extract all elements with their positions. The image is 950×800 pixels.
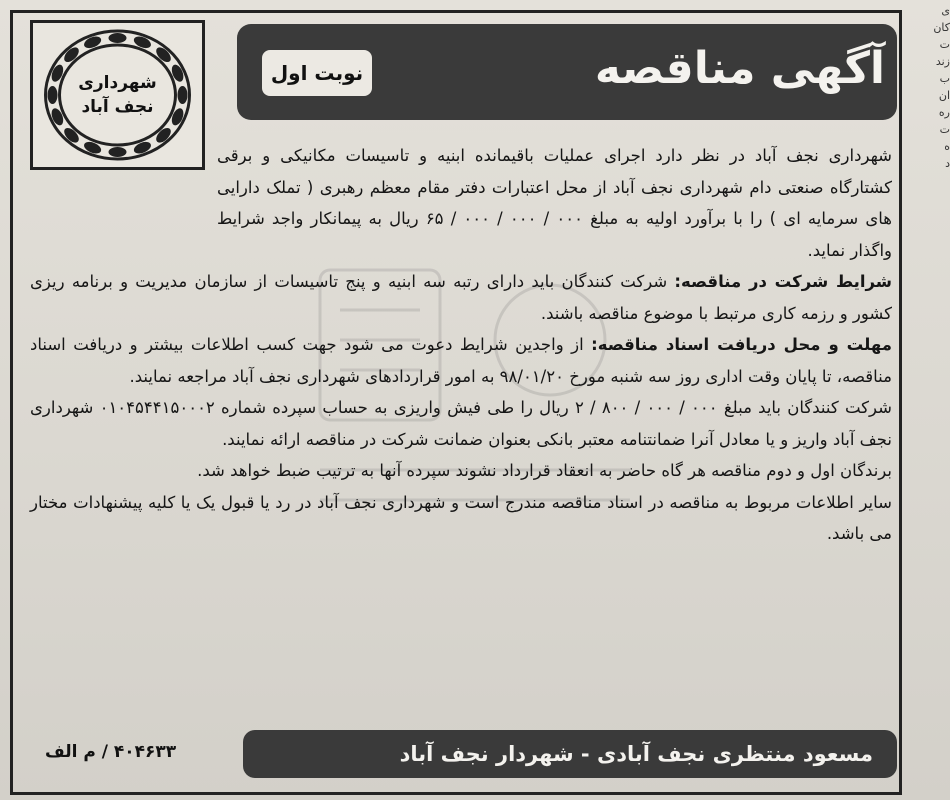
reference-code: ۴۰۴۶۳۳ / م الف <box>45 742 177 762</box>
logo-petal <box>154 45 174 65</box>
deadline-text: از واجدین شرایط دعوت می شود جهت کسب اطلاعات بیشتر و دریافت اسناد مناقصه، تا پایان وقت اداری روز سه شنبه مورخ ۹۸/۰۱/۲۰ به امور قراردادهای شهرداری نجف آباد مراجعه نمایند. <box>30 335 892 386</box>
notice-title: آگهی مناقصه <box>594 43 885 94</box>
conditions-text: شرکت کنندگان باید دارای رتبه سه ابنیه و پنج تاسیسات از سازمان مدیریت و برنامه ریزی کشور و رزمه کاری مرتبط با موضوع مناقصه باشند. <box>30 272 892 323</box>
adjacent-column-line: ه <box>944 140 950 153</box>
adjacent-column-line: ت <box>939 123 950 136</box>
adjacent-column-line: زند <box>935 55 950 68</box>
publication-round-badge: نوبت اول <box>262 50 372 96</box>
mayor-signature-line: مسعود منتظری نجف آبادی - شهردار نجف آباد <box>399 742 873 766</box>
intro-paragraph: شهرداری نجف آباد در نظر دارد اجرای عملیات باقیمانده ابنیه و تاسیسات مکانیکی و برقی کشتارگاه صنعتی دام شهرداری نجف آباد از محل اعتبارات دفتر مقام معظم رهبری ( تملک دارایی های سرمایه ای ) را با برآورد اولیه به مبلغ ۰۰۰ / ۰۰۰ / ۰۰۰ / ۶۵ ریال به پیمانکار واجد شرایط واگذار نماید. <box>217 146 892 260</box>
logo-text: شهرداری نجف آباد <box>78 73 157 117</box>
adjacent-column-line: ت <box>939 38 950 51</box>
adjacent-column-line: کان <box>933 21 950 34</box>
winners-paragraph: برندگان اول و دوم مناقصه هر گاه حاضر به انعقاد قرارداد نشوند سپرده آنها به ترتیب ضبط خواهد شد. <box>197 461 892 480</box>
conditions-heading: شرایط شرکت در مناقصه: <box>674 272 892 291</box>
adjacent-column-line: ب <box>939 72 950 85</box>
adjacent-column-line: ره <box>938 106 950 119</box>
logo-petal <box>62 45 82 65</box>
adjacent-column-line: د <box>945 157 950 170</box>
logo-petal <box>109 33 127 43</box>
adjacent-column-fragment <box>912 0 950 242</box>
other-info-paragraph: سایر اطلاعات مربوط به مناقصه در اسناد مناقصه مندرج است و شهرداری نجف آباد در رد یا قبول یک یا کلیه پیشنهادات مختار می باشد. <box>30 492 892 543</box>
deadline-heading: مهلت و محل دریافت اسناد مناقصه: <box>591 335 892 354</box>
notice-body <box>30 140 892 550</box>
adjacent-column-line: ان <box>938 89 950 102</box>
deadline-paragraph <box>30 329 892 392</box>
conditions-paragraph <box>30 266 892 329</box>
adjacent-column-line: ی <box>941 4 950 17</box>
guarantee-paragraph: شرکت کنندگان باید مبلغ ۰۰۰ / ۰۰۰ / ۸۰۰ / ۲ ریال را طی فیش واریزی به حساب سپرده شماره ۰۱۰۴۵۴۴۱۵۰۰۰۲ شهرداری نجف آباد واریز و یا معادل آنرا ضمانتنامه معتبر بانکی بعنوان ضمانت شرکت در مناقصه ارائه نمایند. <box>30 398 892 449</box>
